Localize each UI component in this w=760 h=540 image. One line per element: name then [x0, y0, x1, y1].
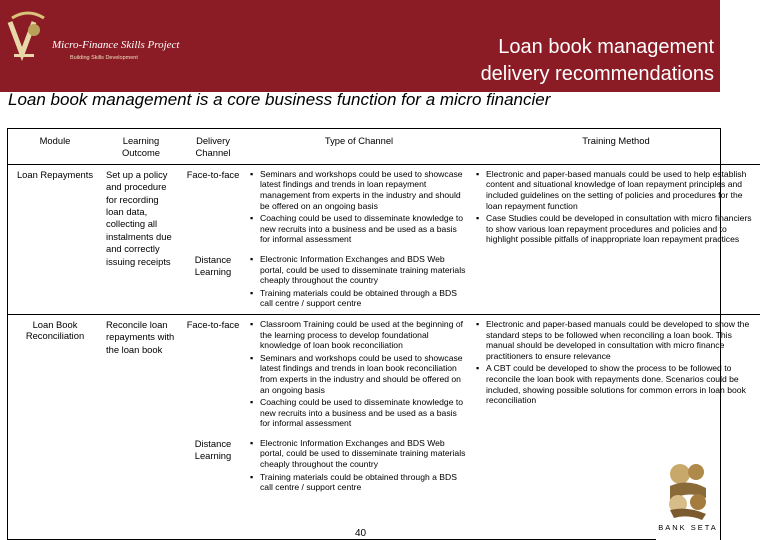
delivery-cell: Distance Learning — [194, 253, 232, 277]
list-item: ▪ Training materials could be obtained through a BDS call centre / support centre — [250, 472, 468, 493]
logo-text: Micro-Finance Skills Project — [52, 39, 180, 51]
list-item: ▪ Electronic Information Exchanges and BDS Web portal, could be used to disseminate training materials cheaply throughout the country — [250, 254, 468, 286]
list-item: ▪ Seminars and workshops could be used to showcase latest findings and trends in loan book reconciliation from experts in the industry and should be offered on an ongoing basis — [250, 353, 468, 395]
bank-seta-text: BANK SETA — [658, 523, 718, 532]
bank-seta-logo — [656, 458, 720, 540]
page-number: 40 — [355, 528, 367, 539]
page-title — [481, 34, 714, 88]
list-item: ▪ Electronic and paper-based manuals could be used to help establish content and situational knowledge of loan repayment principles and included guidelines on the setting of policies and procedures for the loan repayment function — [476, 169, 756, 211]
type-cell — [246, 434, 472, 498]
delivery-cell: Face-to-face — [186, 168, 240, 180]
type-cell — [246, 314, 472, 433]
type-cell — [246, 164, 472, 250]
list-item: ▪ Seminars and workshops could be used to showcase latest findings and trends in loan repayment management from experts in the industry and should be offered on an ongoing basis — [250, 169, 468, 211]
list-item: ▪ Training materials could be obtained through a BDS call centre / support centre — [250, 288, 468, 309]
list-item: ▪ Coaching could be used to disseminate knowledge to new recruits into a business and be used as a basis for informal assessment — [250, 397, 468, 429]
logo-tagline: Building Skills Development — [70, 55, 138, 61]
header-module: Module — [39, 135, 71, 146]
recommendations-table — [7, 128, 752, 540]
list-item: ▪ Case Studies could be developed in consultation with micro financiers to show various loan repayment procedures and policies and to highlight possible pitfalls of inappropriate loan repayment practices — [476, 213, 756, 245]
outcome-cell: Set up a policy and procedure for recording loan data, collecting all instalments due and correctly issuing receipts — [106, 168, 172, 267]
delivery-cell: Face-to-face — [186, 318, 240, 330]
table-row — [8, 314, 760, 433]
list-item: ▪ Electronic Information Exchanges and BDS Web portal, could be used to disseminate training materials cheaply throughout the country — [250, 438, 468, 470]
outcome-cell: Reconcile loan repayments with the loan book — [106, 318, 175, 355]
title-line-1: Loan book management — [498, 36, 714, 58]
module-cell: Loan Repayments — [16, 168, 94, 180]
list-item: ▪ Coaching could be used to disseminate knowledge to new recruits into a business and be used as a basis for informal assessment — [250, 213, 468, 245]
table-row — [8, 164, 760, 250]
header-delivery-channel: Delivery Channel — [195, 135, 231, 158]
type-cell — [246, 250, 472, 314]
header-learning-outcome: Learning Outcome — [121, 135, 161, 159]
list-item: ▪ A CBT could be developed to show the process to be followed to reconcile the loan book with repayments done. Scenarios could be included, showing possible solutions for common errors in loan book reconciliation — [476, 363, 756, 405]
header-banner — [0, 0, 720, 92]
delivery-cell: Distance Learning — [194, 437, 232, 461]
title-line-2: delivery recommendations — [480, 63, 714, 85]
header-type-of-channel: Type of Channel — [324, 135, 394, 146]
module-cell: Loan Book Reconciliation — [25, 318, 85, 341]
list-item: ▪ Electronic and paper-based manuals could be developed to show the standard steps to be followed when reconciling a loan book. This manual should be developed in consultation with micro finance practitioners to ensure relevance — [476, 319, 756, 361]
training-cell — [472, 164, 760, 314]
table-header-row — [8, 129, 760, 164]
micro-finance-logo — [4, 8, 180, 78]
subtitle: Loan book management is a core business function for a micro financier — [8, 90, 551, 109]
list-item: ▪ Classroom Training could be used at the beginning of the learning process to develop foundational knowledge of loan book reconciliation — [250, 319, 468, 351]
header-training-method: Training Method — [582, 135, 650, 146]
